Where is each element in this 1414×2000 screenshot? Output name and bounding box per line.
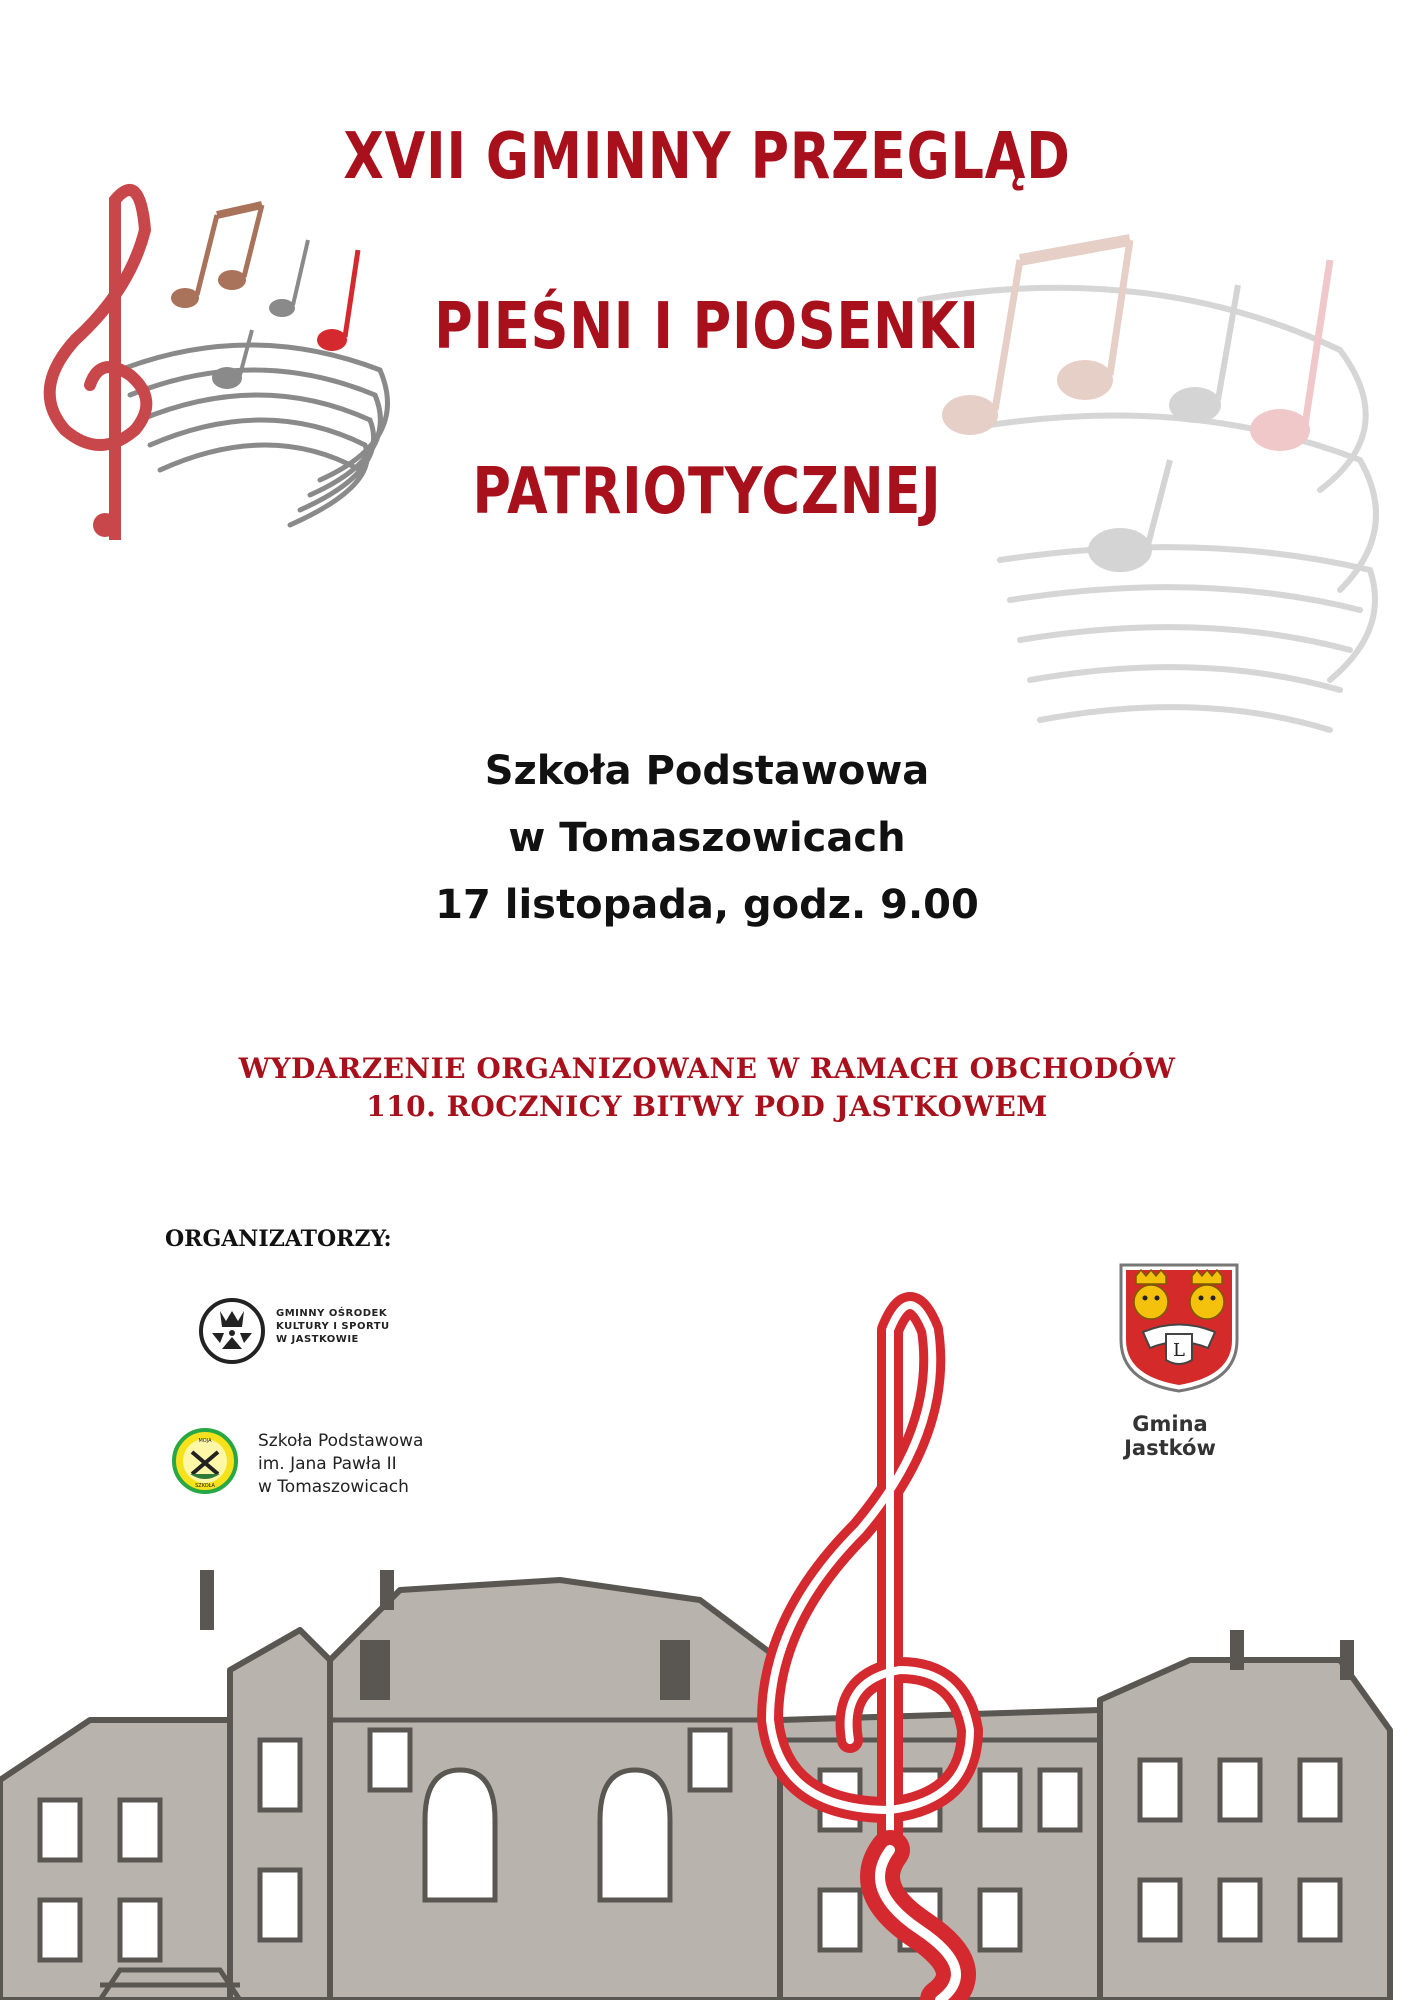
coat-of-arms-icon bbox=[1118, 1262, 1240, 1394]
school-name-line-1: Szkoła Podstawowa bbox=[258, 1431, 424, 1451]
school-logo-icon bbox=[172, 1428, 238, 1494]
treble-clef-icon bbox=[740, 1290, 1060, 2000]
event-date-time: 17 listopada, godz. 9.00 bbox=[435, 882, 979, 928]
poster-title-line-2: PIEŚNI I PIOSENKI bbox=[434, 290, 980, 364]
crest-letter: L bbox=[1173, 1340, 1185, 1361]
gmina-name bbox=[1110, 1412, 1230, 1460]
poster-title-line-3: PATRIOTYCZNEJ bbox=[472, 455, 942, 529]
school-name-line-2: im. Jana Pawła II bbox=[258, 1454, 397, 1474]
poster-title-line-1: XVII GMINNY PRZEGLĄD bbox=[343, 120, 1071, 194]
school-logo-text-bottom: SZKOŁA bbox=[195, 1483, 215, 1489]
school-name-line-3: w Tomaszowicach bbox=[258, 1477, 409, 1497]
school-logo-text-top: MOJA bbox=[198, 1438, 212, 1444]
school-building-illustration bbox=[0, 1570, 1414, 2000]
organizers-heading: ORGANIZATORZY: bbox=[165, 1226, 392, 1252]
venue-location: w Tomaszowicach bbox=[508, 815, 906, 861]
gok-name bbox=[276, 1307, 390, 1346]
venue-name: Szkoła Podstawowa bbox=[484, 748, 930, 794]
gmina-name-line-1: Gmina bbox=[1132, 1412, 1208, 1436]
gok-logo-icon bbox=[198, 1297, 266, 1365]
gok-name-line-3: W JASTKOWIE bbox=[276, 1334, 359, 1345]
gok-name-line-2: KULTURY I SPORTU bbox=[276, 1321, 390, 1332]
gmina-name-line-2: Jastków bbox=[1124, 1436, 1216, 1460]
gok-name-line-1: GMINNY OŚRODEK bbox=[276, 1308, 388, 1319]
event-note-line-1: WYDARZENIE ORGANIZOWANE W RAMACH OBCHODÓW bbox=[238, 1052, 1176, 1085]
event-note-line-2: 110. ROCZNICY BITWY POD JASTKOWEM bbox=[366, 1090, 1048, 1123]
school-name bbox=[258, 1430, 423, 1499]
